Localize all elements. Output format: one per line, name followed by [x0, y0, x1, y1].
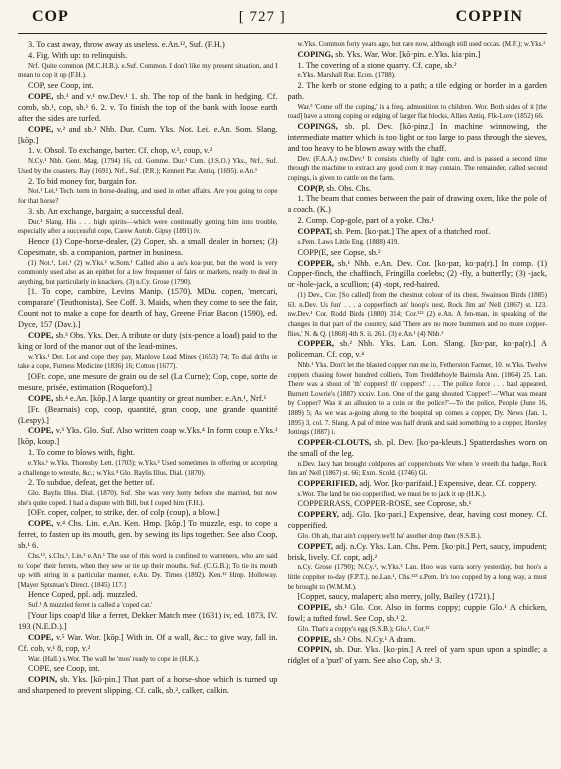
entry-paragraph — [288, 625, 548, 635]
headword: COPPER, — [297, 339, 335, 349]
entry-text: COPP(E, see Copse, sb.² — [297, 247, 381, 257]
entry-text: sb.² Nhb. Yks. Lan. Lon. Slang. [ko·par, ko·pa(r).] A policeman. Cf. cop, v.⁴ — [287, 339, 547, 360]
dictionary-entry — [288, 259, 548, 292]
entry-text: adj. Wor. [ko·parifaid.] Expensive, dear. Cf. coppery. — [359, 478, 537, 488]
entry-paragraph — [288, 81, 548, 103]
headword: COPE, — [28, 393, 54, 403]
entry-text: 1. To come to blows with, fight. — [28, 448, 135, 458]
entry-paragraph — [288, 460, 548, 479]
entry-text: [1. To cope, cambire, Levins Manip. (1570). MDu. copen, 'mercari, comparare' (Teuthonista). See Coff. 3. Maids, when they come to see the fair, Count not to make a cope for dearth of hay, Greene Friar Bacon (1590), ed. Dyce, 157 (Dav.).] — [18, 287, 278, 330]
entry-text: v.² and sb.² Nhb. Dur. Cum. Yks. Not. Lei. e.An. Som. Slang. [kōp.] — [18, 124, 278, 145]
entry-paragraph — [288, 532, 548, 542]
right-column — [288, 40, 548, 769]
entry-text: 4. Fig. With up: to relinquish. — [28, 50, 128, 60]
entry-text: sb. pl. Dev. [kō·pinz.] In machine winnowing, the intermediate matter which is too light or too large to pass through the sieves, and too heavy to be blown away with the chaff. — [287, 122, 547, 153]
headword: COPIN, — [28, 675, 58, 685]
entry-paragraph — [288, 248, 548, 259]
entry-text: Glo. Oh ah, that ain't coppery.we'll ha' another drop then (S.S.B.). — [297, 532, 482, 540]
dictionary-entry — [288, 479, 548, 490]
entry-text: sb.¹ Glo. Cor. Also in forms coppy; cuppie Glo.¹ A chicken, fowl; a tufted fowl. See Cop, sb.¹ 2. — [287, 603, 547, 623]
entry-text: 1. The beam that comes between the pair of drawing oxen, like the pole of a coach. (K.) — [287, 194, 547, 215]
entry-text: (1) Dev., Cor. [So called] from the chestnut colour of its chest, Swainson Birds (1885) 63. n.Dev. Us fun' . . . a copperfinch an' hoop's nest, Rock Jim an' Nell (1867) st. 123. nw.Dev.¹ Cor. Rodd Birds (1880) 314; Cor.¹²³ (2) e.An. A fen-man, in speaking of the changes in that part of the country, said 'There are no more bummers and no more copper-flies,' N. & Q. (1868) 4th S. ii. 261. (3) e.An.¹ (4) Nhb.¹ — [287, 291, 547, 338]
entry-paragraph — [18, 51, 278, 62]
entry-text: 1. v. Obsol. To exchange, barter. Cf. chop, v.², coup, v.² — [28, 146, 213, 156]
entry-text: War.³ 'Come off the coping,' is a freq. admonition to children. Wor. Both sides of it [the road] have a strong coping or edging of larger flat blocks, Allies Antiq. Flk-Lore (1852) 66. — [287, 102, 547, 121]
entry-text: sb. Yks. [kō·pin.] That part of a horse-shoe which is turned up and sharpened to prevent slipping. Cf. calk, sb.², calker, calkin. — [18, 675, 278, 695]
entry-paragraph — [288, 61, 548, 72]
entry-text: Nhb.¹ Yks. Don't let the blasted copper run me in, Fetherston Farmer, 10. w.Yks. Twelve coppers chasing fower hundred colliers, Tom Treddlehoyle Bairnsla Ann. (1864) 25. Lan. There was a shout of 'th' coppers! th' coppers!' . . . The police force . . . had appeared, Burnett Lowrie's (1887) xxxiv. Lon. One of the gang shouted 'Copper!'—'What was meant by Copper? Was it an allusion to a coin or the police?'—To the police, People (June 16, 1889) 5; As we was a-going along to the hospital up comes a copper, Dy. News (Jan. 1, 1895) 3, col. 7. Slang. A pal of mine was half drunk and said something to a copper, Horsley Jottings (1887) i. — [287, 361, 547, 437]
entry-paragraph — [18, 218, 278, 237]
entry-text: War. (Hall.) s.Wor. The wall be 'mos' ready to cope in (H.K.). — [28, 654, 200, 663]
entry-paragraph — [18, 611, 278, 633]
entry-paragraph — [18, 552, 278, 590]
entry-text: s.Pem. Laws Little Eng. (1888) 419. — [297, 238, 400, 247]
entry-paragraph — [18, 372, 278, 394]
header-rule — [18, 33, 547, 34]
headword: COPPIE, — [297, 634, 332, 644]
headword: COPE, — [28, 124, 54, 134]
entry-paragraph — [18, 157, 278, 176]
entry-paragraph — [18, 177, 278, 188]
dictionary-entry — [288, 542, 548, 564]
dictionary-entry — [18, 394, 278, 405]
entry-text: v.³ Yks. Glo. Suf. Also written coap w.Yks.⁴ In form coup e.Yks.¹ [kōp, koup.] — [18, 426, 278, 447]
entry-text: 3. To cast away, throw away as useless. e.An.¹², Suf. (F.H.) — [28, 40, 225, 49]
entry-paragraph — [288, 361, 548, 438]
entry-paragraph — [288, 103, 548, 122]
headword: COPPERY, — [297, 510, 340, 520]
headword: COPE, — [28, 426, 54, 436]
entry-text: Chs.¹³, s.Chs.¹, Lin.¹ e.An.¹ The use of this word is confined to warreners, who are said to 'cope' their ferrets, when they sew or tie up their mouths. Suf. (C.G.B.); To tie its mouth up with string in a particular manner, e.An. Dy. Times (1892). Ken.¹² Hmp. Holloway. [Mayer Sptsman's Direct. (1845) 117.] — [18, 552, 278, 589]
text-columns — [18, 40, 547, 769]
entry-paragraph — [288, 490, 548, 500]
entry-text: 2. The kerb or stone edging to a path; a tile edging or border in a garden path. — [287, 81, 547, 101]
entry-text: 2. To subdue, defeat, get the better of. — [28, 478, 155, 488]
entry-text: COP, see Coop, int. — [28, 81, 94, 90]
entry-text: sb. Pem. [ko·pat.] The apex of a thatched roof. — [334, 227, 491, 237]
entry-paragraph — [288, 238, 548, 248]
entry-text: Dur.¹ Slang. His . . . high spirits—which were continually getting him into trouble, especially after a successful cope, Carew Autob. Gipsy (1891) iv. — [18, 217, 278, 236]
entry-paragraph — [18, 187, 278, 206]
header-right-word: COPPIN — [455, 8, 523, 25]
entry-text: sb. Dur. Yks. [ko·pin.] A reel of yarn spun upon a spindle; a ridglet of a 'purl' of yarn. See also Cop, sb.¹ 3. — [287, 645, 547, 666]
entry-text: sb. pl. Dev. [ko·pa-kleuts.] Spatterdashes worn on the small of the leg. — [287, 437, 547, 458]
entry-paragraph — [288, 155, 548, 184]
entry-paragraph — [288, 194, 548, 216]
entry-paragraph — [288, 499, 548, 510]
dictionary-entry — [288, 50, 548, 61]
entry-text: N.Cy.¹ Nhb. Gent. Mag. (1794) 16, cd. Gomme. Dur.¹ Cum. (J.S.O.) Yks., Nrf., Suf. Used by the coasters. Ray (1691). Nrf., Suf. (P.R.); Kennett Par. Antiq. (1695). e.An.¹ — [18, 157, 278, 175]
headword: COPE, — [28, 519, 54, 529]
headword: COPPIN, — [297, 645, 332, 655]
entry-paragraph — [18, 146, 278, 157]
entry-text: v.⁴ Chs. Lin. e.An. Ken. Hmp. [kōp.] To muzzle, esp. to cope a ferret, to fasten up its mouth, gen. by sewing its lips together. See also Coop, sb.¹ 6. — [18, 519, 278, 551]
entry-text: 2. To bid money for, bargain for. — [28, 176, 137, 186]
entry-text: w.Yks.¹ Der. Lot and cope they pay, Manlove Lead Mines (1653) 74; To dial drifts or take a cope, Furness Medicine (1836) 16; Cotton (1677). — [18, 352, 278, 371]
entry-text: v.⁵ War. Wor. [kōp.] With in. Of a wall, &c.: to give way, fall in. Cf. cob, v.¹ 8, cop, v.² — [18, 632, 278, 653]
entry-paragraph — [18, 508, 278, 519]
entry-text: COPE, see Coop, int. — [28, 664, 100, 674]
entry-text: Glo. Baylis Illus. Dial. (1870). Suf. She was very hotty before she married, but now she's quite coped. I had a dispute with Bill, but I coped him (F.H.). — [18, 489, 278, 507]
entry-paragraph — [18, 237, 278, 259]
entry-paragraph — [18, 287, 278, 331]
entry-text: [Your lips coap'd like a ferret, Dekker Match mee (1631) iv, ed. 1873, IV. 193 (N.E.D.).] — [18, 610, 278, 631]
entry-text: w.Yks. Common forty years ago, but rare now, although still used occas. (M.F.); w.Yks.² — [297, 40, 546, 48]
entry-text: adj. n.Cy. Yks. Lan. Chs. Pem. [ko·pit.] Pert, saucy, impudent; brisk, lively. Cf. copt, adj.² — [287, 541, 547, 562]
headword: COPINGS, — [297, 122, 338, 131]
headword: COPE, — [28, 91, 54, 101]
entry-text: (1) Not.¹, Lei.¹ (2) w.Yks.² w.Som.¹ Called also a au's koa·pur, but the word is very commonly used also as an epithet for a low frequenter of fairs or markets, ready to deal in anything, but particularly in knackers. (3) n.Cy. Grose (1790). — [18, 258, 278, 286]
headword: COPING, — [297, 49, 334, 59]
headword: COPE, — [28, 330, 54, 340]
dictionary-entry — [18, 125, 278, 147]
entry-text: e.Yks. Marshall Rur. Econ. (1788). — [297, 71, 396, 80]
entry-paragraph — [18, 459, 278, 478]
entry-text: [Coppet, saucy, malapert; also merry, jolly, Bailey (1721).] — [297, 592, 495, 602]
dictionary-entry — [18, 426, 278, 448]
header-left-word: COP — [32, 8, 69, 25]
entry-text: [OFr. cope, une mesure de grain ou de sel (La Curne); Cop, cope, sorte de mesure, prisée, estimation (Roquefort).] — [18, 371, 278, 392]
entry-paragraph — [18, 448, 278, 459]
entry-paragraph — [18, 601, 278, 611]
headword: COP(P, — [297, 183, 325, 193]
entry-text: Nrf. Quite common (M.C.H.B.). e.Suf. Common. I don't like my present situation, and I mean to cop it up (F.H.). — [18, 61, 278, 80]
entry-paragraph — [18, 405, 278, 427]
dictionary-entry — [18, 331, 278, 353]
entry-text: [Fr. (Bearnais) cop, coop, quantité, gran coop, une grande quantité (Lespy).] — [18, 404, 278, 425]
dictionary-entry — [18, 675, 278, 697]
entry-paragraph — [18, 81, 278, 92]
headword: COPPER-CLOUTS, — [297, 437, 372, 447]
dictionary-entry — [288, 603, 548, 625]
entry-text: n.Dev. Jacy han brought coldpores an' copperclouts Vor when 'e vreeth tha hadge, Rock Jim an' Nell (1867) st. 66; Exm. Scold. (1746) Gl. — [287, 459, 547, 478]
entry-text: s.Wor. The land be too copperified, we must be to jack it up (H.K.). — [297, 489, 487, 498]
dictionary-entry — [18, 519, 278, 552]
dictionary-entry — [288, 635, 548, 646]
dictionary-entry — [288, 122, 548, 155]
headword: COPPIE, — [297, 603, 332, 613]
left-column — [18, 40, 278, 769]
entry-paragraph — [18, 478, 278, 489]
entry-text: Dev. (F.A.A.) nw.Dev.¹ It consists chiefly of light corn, and is passed a second time through the machine to extract any good corn it may contain. The remainder, called second copings, is given to cattle on the farm. — [287, 154, 547, 182]
entry-text: e.Yks.¹ w.Yks. Thoresby Lett. (1703); w.Yks.² Used sometimes in offering or accepting a challenge to wrestle, &c.; w.Yks.⁴ Glo. Baylis Illus. Dial. (1870). — [18, 459, 278, 477]
entry-paragraph — [18, 207, 278, 218]
entry-text: 2. Comp. Cop-gole, part of a yoke. Chs.¹ — [297, 216, 434, 226]
entry-paragraph — [288, 563, 548, 592]
entry-text: n.Cy. Grose (1790); N.Cy.², w.Yks.³ Lan. Hoo was varra sorry yesterday, but hoo's a little coppiter to-day (F.P.T.). ne.Lan.¹, Chs.¹²³ s.Pem. It's too copped by a long way, a must be brought to (W.M.M.). — [287, 563, 547, 591]
entry-paragraph — [18, 353, 278, 372]
entry-text: Hence (1) Cope-horse-dealer, (2) Coper, sb. a small dealer in horses; (3) Copesmate, sb. a companion, partner in business. — [18, 236, 278, 257]
entry-text: adj. Glo. [ko·pari.] Expensive, dear, having cost money. Cf. copperified. — [287, 510, 547, 531]
entry-text: sb. Obs. Chs. — [326, 183, 371, 193]
entry-paragraph — [18, 590, 278, 601]
entry-text: Not.¹ Lei.¹ Tech. term in horse-dealing, and used in other affairs. Are you going to cope for that horse? — [18, 187, 278, 206]
entry-text: Hence Coped, ppl. adj. muzzled. — [28, 590, 138, 600]
headword: COPPERIFIED, — [297, 478, 358, 488]
entry-paragraph — [18, 40, 278, 51]
running-header — [18, 8, 547, 30]
entry-text: 3. sb. An exchange, bargain; a successful deal. — [28, 206, 184, 216]
entry-paragraph — [288, 592, 548, 603]
entry-paragraph — [18, 489, 278, 508]
headword: COPE, — [28, 632, 54, 642]
entry-text: [OFr. coper, colper, to strike, der. of colp (coup), a blow.] — [28, 508, 220, 518]
entry-text: Suf.¹ A muzzled ferret is called a 'coped cat.' — [28, 601, 153, 610]
dictionary-entry — [288, 510, 548, 532]
entry-paragraph — [288, 216, 548, 227]
entry-paragraph — [18, 62, 278, 81]
entry-paragraph — [288, 291, 548, 339]
headword: COPPER, — [297, 258, 335, 268]
entry-text: sb.¹ and v.¹ nw.Dev.¹ 1. sb. The top of the bank in hedging. Cf. comb, sb.¹, cop, sb.¹ 6. 2. v. To finish the top of the bank with loose earth after the sides are turfed. — [18, 91, 278, 123]
entry-text: sb.⁴ e.An. [kōp.] A large quantity or great number. e.An.¹, Nrf.¹ — [55, 393, 267, 403]
headword: COPPAT, — [297, 227, 333, 237]
entry-paragraph — [18, 655, 278, 665]
entry-paragraph — [288, 40, 548, 50]
dictionary-entry — [288, 184, 548, 195]
page-number: [ 727 ] — [238, 9, 286, 25]
entry-text: sb. Yks. War. Wor. [kō·pin. e.Yks. kia·pin.] — [335, 49, 481, 59]
entry-paragraph — [18, 664, 278, 675]
entry-text: Glo. That's a coppy's egg (S.S.B.); Glo.¹, Cor.¹² — [297, 624, 430, 633]
dictionary-entry — [288, 438, 548, 460]
entry-text: sb.¹ Nhb. e.An. Dev. Cor. [ko·par, ko·pa(r).] In comp. (1) Copper-finch, the chaffinch, Fringilla coelebs; (2) -fly, a butterfly; (3) -jack, or -hole-jack, a scullion; (4) -topt, red-haired. — [287, 258, 547, 290]
dictionary-entry — [18, 633, 278, 655]
dictionary-entry — [288, 645, 548, 667]
dictionary-entry — [18, 92, 278, 125]
entry-paragraph — [18, 259, 278, 288]
dictionary-entry — [288, 227, 548, 238]
dictionary-entry — [288, 339, 548, 361]
entry-paragraph — [288, 71, 548, 81]
entry-text: sb.³ Obs. Yks. Der. A tribute or duty (six-pence a load) paid to the king or lord of the manor out of the lead-mines. — [18, 330, 278, 351]
headword: COPPET, — [297, 541, 333, 551]
entry-text: COPPERRASS, COPPER-ROSE, see Coprose, sb.¹ — [297, 499, 472, 509]
entry-text: sb.² Obs. N.Cy.¹ A dram. — [333, 634, 416, 644]
entry-text: 1. The covering of a stone quarry. Cf. cape, sb.² — [297, 60, 457, 70]
